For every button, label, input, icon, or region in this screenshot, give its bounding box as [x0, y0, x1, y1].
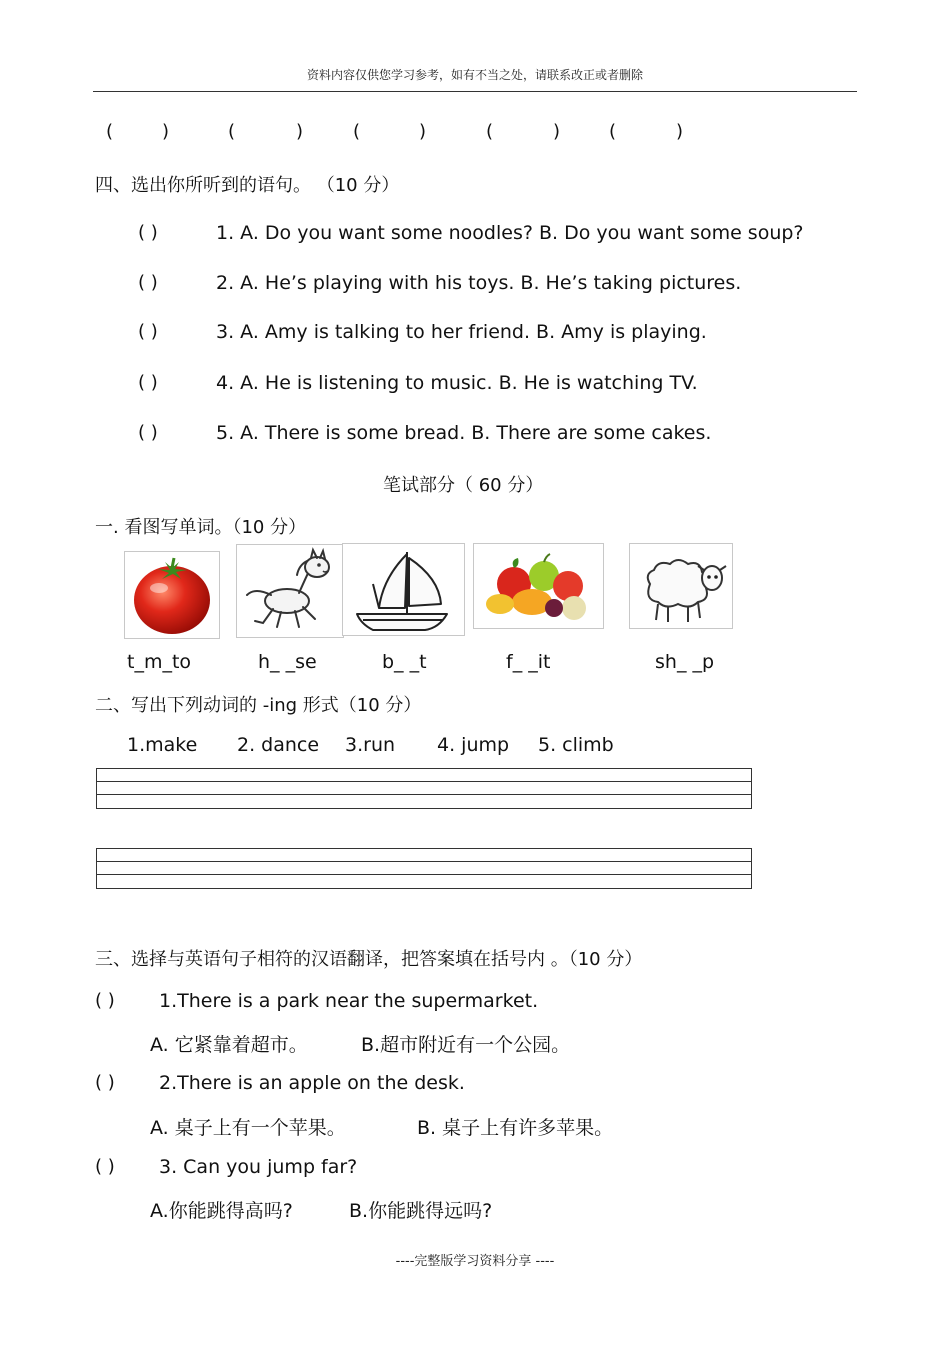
- word-blank: h_ _se: [258, 651, 317, 673]
- answer-paren-close: ): [419, 121, 427, 142]
- answer-paren-close: ): [676, 121, 684, 142]
- writing-lines[interactable]: [96, 768, 752, 809]
- answer-blank: ( ): [138, 272, 158, 293]
- answer-blank: ( ): [95, 1156, 115, 1177]
- answer-paren-open: (: [486, 121, 494, 142]
- fruit-picture: [473, 543, 604, 629]
- question-text: 2. A. He’s playing with his toys. B. He’s taking pictures.: [216, 272, 742, 294]
- boat-picture: [342, 543, 465, 636]
- answer-blank: ( ): [138, 372, 158, 393]
- answer-blank: ( ): [95, 990, 115, 1011]
- question-text: 1. A. Do you want some noodles? B. Do you want some soup?: [216, 222, 804, 244]
- page-footer: ----完整版学习资料分享 ----: [395, 1254, 555, 1269]
- verb-item: 2. dance: [237, 734, 320, 756]
- part3-title: 三、选择与英语句子相符的汉语翻译，把答案填在括号内 。（10 分）: [95, 949, 643, 970]
- answer-paren-open: (: [609, 121, 617, 142]
- verb-item: 3.run: [345, 734, 396, 756]
- option-a: A.你能跳得高吗?: [150, 1200, 293, 1222]
- question-text: 3. Can you jump far?: [159, 1156, 358, 1178]
- verb-item: 1.make: [127, 734, 198, 756]
- horse-icon: [237, 545, 343, 637]
- written-section-title: 笔试部分（ 60 分）: [383, 475, 544, 496]
- question-text: 3. A. Amy is talking to her friend. B. Amy is playing.: [216, 321, 707, 343]
- verb-item: 5. climb: [538, 734, 614, 756]
- question-text: 4. A. He is listening to music. B. He is watching TV.: [216, 372, 698, 394]
- option-a: A. 它紧靠着超市。: [150, 1034, 308, 1056]
- question-text: 2.There is an apple on the desk.: [159, 1072, 465, 1094]
- writing-line: [97, 794, 751, 795]
- word-blank: b_ _t: [382, 651, 427, 673]
- verb-item: 4. jump: [437, 734, 510, 756]
- word-blank: sh_ _p: [655, 651, 715, 673]
- answer-blank: ( ): [138, 321, 158, 342]
- question-text: 5. A. There is some bread. B. There are some cakes.: [216, 422, 712, 444]
- writing-line: [97, 781, 751, 782]
- part2-title: 二、写出下列动词的 -ing 形式（10 分）: [95, 695, 422, 716]
- boat-icon: [343, 544, 464, 635]
- horse-picture: [236, 544, 344, 638]
- sheep-picture: [629, 543, 733, 629]
- part1-title: 一. 看图写单词。（10 分）: [95, 517, 307, 538]
- header-divider: [93, 91, 857, 92]
- word-blank: t_m_to: [127, 651, 192, 673]
- tomato-picture: [124, 551, 220, 639]
- writing-line: [97, 874, 751, 875]
- page-header: 资料内容仅供您学习参考，如有不当之处，请联系改正或者删除: [306, 68, 643, 82]
- option-a: A. 桌子上有一个苹果。: [150, 1117, 346, 1139]
- sheep-icon: [630, 544, 732, 628]
- option-b: B.超市附近有一个公园。: [361, 1034, 571, 1056]
- answer-paren-close: ): [296, 121, 304, 142]
- question-text: 1.There is a park near the supermarket.: [159, 990, 539, 1012]
- answer-paren-open: (: [353, 121, 361, 142]
- answer-blank: ( ): [95, 1072, 115, 1093]
- answer-paren-close: ): [553, 121, 561, 142]
- answer-paren-open: (: [228, 121, 236, 142]
- section4-title: 四、选出你所听到的语句。 （10 分）: [95, 175, 400, 196]
- tomato-icon: [125, 552, 219, 638]
- answer-paren-open: (: [106, 121, 114, 142]
- answer-paren-close: ): [162, 121, 170, 142]
- writing-line: [97, 861, 751, 862]
- option-b: B.你能跳得远吗?: [349, 1200, 493, 1222]
- writing-lines[interactable]: [96, 848, 752, 889]
- answer-blank: ( ): [138, 422, 158, 443]
- fruit-icon: [474, 544, 603, 628]
- option-b: B. 桌子上有许多苹果。: [417, 1117, 614, 1139]
- answer-blank: ( ): [138, 222, 158, 243]
- word-blank: f_ _it: [506, 651, 551, 673]
